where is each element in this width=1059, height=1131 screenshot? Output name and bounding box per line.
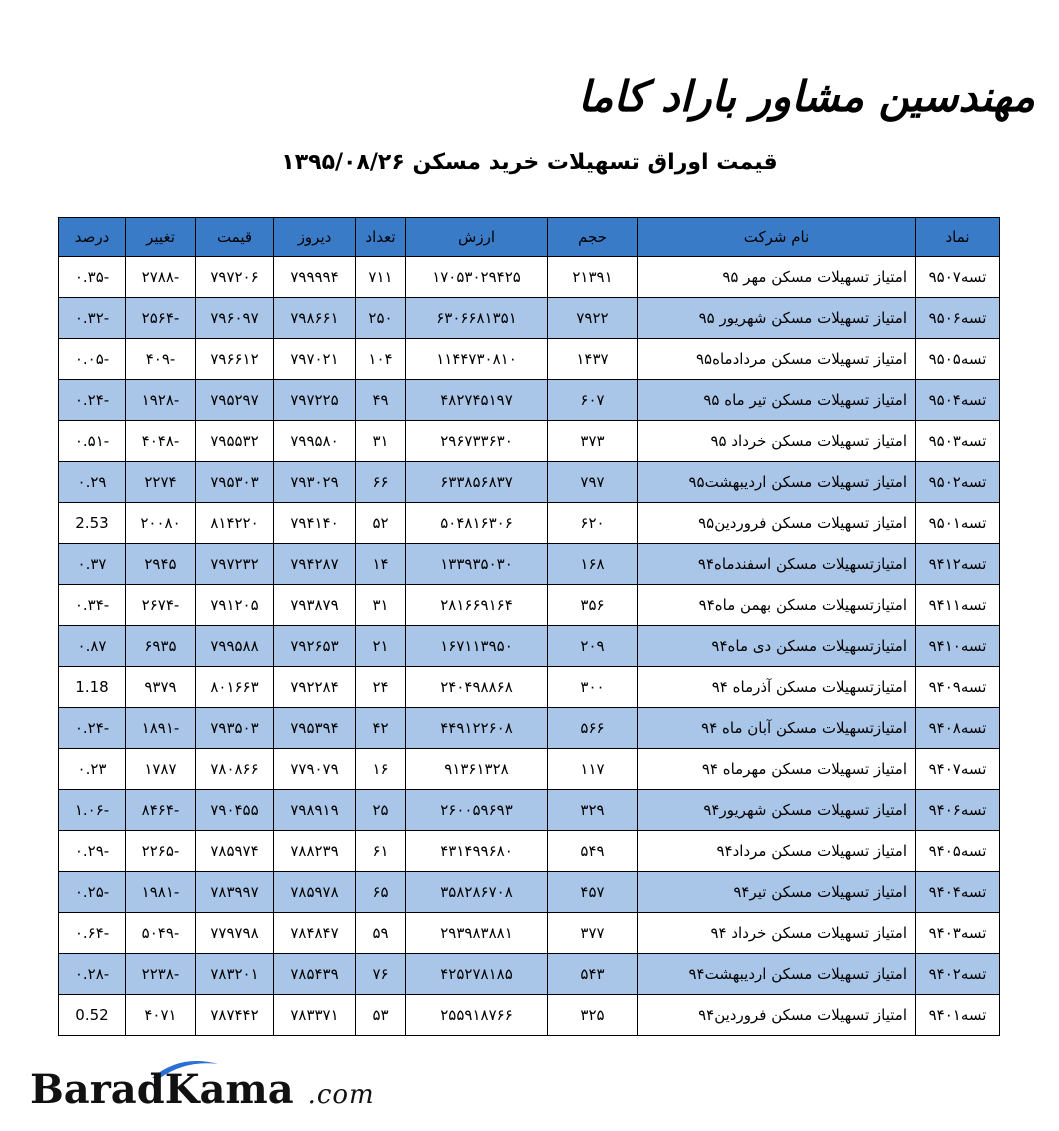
table-cell: ۳۱ bbox=[356, 585, 406, 626]
table-cell: ۷۸۴۸۴۷ bbox=[274, 913, 356, 954]
table-row bbox=[59, 749, 1000, 790]
table-cell: ۴۰۷۱ bbox=[126, 995, 196, 1036]
brand-logo bbox=[30, 1066, 375, 1113]
table-cell: -۵۰۴۹ bbox=[126, 913, 196, 954]
table-cell: ۰.۸۷ bbox=[59, 626, 126, 667]
table-cell: ۷۹۴۱۴۰ bbox=[274, 503, 356, 544]
table-cell: ۲۵۰ bbox=[356, 298, 406, 339]
table-cell: ۴۲۵۲۷۸۱۸۵ bbox=[406, 954, 548, 995]
table-cell: ۷۹۱۲۰۵ bbox=[196, 585, 274, 626]
table-cell: امتیاز تسهیلات مسکن فروردین۹۴ bbox=[638, 995, 916, 1036]
table-cell: ۴۲ bbox=[356, 708, 406, 749]
title-text: قیمت اوراق تسهیلات خرید مسکن ۱۳۹۵/۰۸/۲۶ bbox=[281, 150, 778, 175]
table-cell: ۷۹۳۵۰۳ bbox=[196, 708, 274, 749]
table-cell: ۶۳۰۶۶۸۱۳۵۱ bbox=[406, 298, 548, 339]
table-cell: ۷۹۷۰۲۱ bbox=[274, 339, 356, 380]
table-cell: ۰.۲۳ bbox=[59, 749, 126, 790]
table-cell: تسه۹۵۰۲ bbox=[916, 462, 1000, 503]
table-cell: تسه۹۴۱۰ bbox=[916, 626, 1000, 667]
table-cell: ۹۱۳۶۱۳۲۸ bbox=[406, 749, 548, 790]
table-cell: ۱۰۴ bbox=[356, 339, 406, 380]
table-cell: ۱۴۳۷ bbox=[548, 339, 638, 380]
table-cell: ۲۲۷۴ bbox=[126, 462, 196, 503]
table-cell: ۱۷۸۷ bbox=[126, 749, 196, 790]
column-header: تعداد bbox=[356, 218, 406, 257]
table-cell: ۷۸۷۴۴۲ bbox=[196, 995, 274, 1036]
table-cell: ۲۹۴۵ bbox=[126, 544, 196, 585]
table-cell: ۷۸۳۹۹۷ bbox=[196, 872, 274, 913]
table-cell: تسه۹۵۰۳ bbox=[916, 421, 1000, 462]
table-cell: -۰.۲۵ bbox=[59, 872, 126, 913]
table-cell: -۰.۳۵ bbox=[59, 257, 126, 298]
table-header-row bbox=[59, 218, 1000, 257]
table-row bbox=[59, 257, 1000, 298]
page-title bbox=[0, 150, 1059, 175]
table-cell: -۲۲۳۸ bbox=[126, 954, 196, 995]
table-cell: ۷۹۸۶۶۱ bbox=[274, 298, 356, 339]
table-cell: امتیاز تسهیلات مسکن فروردین۹۵ bbox=[638, 503, 916, 544]
table-cell: -۴۰۹ bbox=[126, 339, 196, 380]
table-cell: ۷۹۷۲۰۶ bbox=[196, 257, 274, 298]
column-header: تغییر bbox=[126, 218, 196, 257]
table-row bbox=[59, 544, 1000, 585]
table-cell: ۳۷۳ bbox=[548, 421, 638, 462]
table-cell: امتیاز تسهیلات مسکن اردیبهشت۹۴ bbox=[638, 954, 916, 995]
table-cell: ۷۹۵۳۹۴ bbox=[274, 708, 356, 749]
table-cell: -۰.۳۴ bbox=[59, 585, 126, 626]
table-cell: ۶۹۳۵ bbox=[126, 626, 196, 667]
table-cell: ۳۷۷ bbox=[548, 913, 638, 954]
table-cell: ۷۹۹۵۸۰ bbox=[274, 421, 356, 462]
table-cell: امتیازتسهیلات مسکن بهمن ماه۹۴ bbox=[638, 585, 916, 626]
table-row bbox=[59, 872, 1000, 913]
column-header: حجم bbox=[548, 218, 638, 257]
table-cell: تسه۹۴۰۲ bbox=[916, 954, 1000, 995]
table-cell: ۴۹ bbox=[356, 380, 406, 421]
table-cell: ۷۹۶۶۱۲ bbox=[196, 339, 274, 380]
table-cell: امتیازتسهیلات مسکن آبان ماه ۹۴ bbox=[638, 708, 916, 749]
table-cell: ۲۱۳۹۱ bbox=[548, 257, 638, 298]
table-cell: ۷۷۹۰۷۹ bbox=[274, 749, 356, 790]
table-cell: -۰.۰۵ bbox=[59, 339, 126, 380]
table-cell: ۷۸۵۹۷۸ bbox=[274, 872, 356, 913]
table-cell: ۸۰۱۶۶۳ bbox=[196, 667, 274, 708]
table-cell: ۵۲ bbox=[356, 503, 406, 544]
table-cell: تسه۹۴۰۶ bbox=[916, 790, 1000, 831]
table-cell: -۰.۲۹ bbox=[59, 831, 126, 872]
table-cell: ۰.۲۹ bbox=[59, 462, 126, 503]
column-header: ارزش bbox=[406, 218, 548, 257]
table-cell: ۱۳۳۹۳۵۰۳۰ bbox=[406, 544, 548, 585]
table-cell: تسه۹۴۱۲ bbox=[916, 544, 1000, 585]
company-name: مهندسین مشاور باراد کاما bbox=[578, 72, 1035, 121]
table-cell: ۵۰۴۸۱۶۳۰۶ bbox=[406, 503, 548, 544]
table-cell: ۱۶ bbox=[356, 749, 406, 790]
table-cell: -۱۹۸۱ bbox=[126, 872, 196, 913]
table-cell: ۶۵ bbox=[356, 872, 406, 913]
table-cell: ۶۲۰ bbox=[548, 503, 638, 544]
table-cell: ۷۸۰۸۶۶ bbox=[196, 749, 274, 790]
table-cell: ۷۹۴۲۸۷ bbox=[274, 544, 356, 585]
table-cell: ۳۲۵ bbox=[548, 995, 638, 1036]
table-cell: ۷۹۳۸۷۹ bbox=[274, 585, 356, 626]
table-cell: ۷۹۶۰۹۷ bbox=[196, 298, 274, 339]
table-cell: ۴۳۱۴۹۹۶۸۰ bbox=[406, 831, 548, 872]
table-cell: ۲۱ bbox=[356, 626, 406, 667]
table-cell: امتیازتسهیلات مسکن دی ماه۹۴ bbox=[638, 626, 916, 667]
table-cell: ۶۱ bbox=[356, 831, 406, 872]
table-cell: امتیاز تسهیلات مسکن اردیبهشت۹۵ bbox=[638, 462, 916, 503]
table-row bbox=[59, 298, 1000, 339]
table-row bbox=[59, 626, 1000, 667]
table-row bbox=[59, 462, 1000, 503]
table-cell: ۲۰۰۸۰ bbox=[126, 503, 196, 544]
table-row bbox=[59, 708, 1000, 749]
table-cell: -۸۴۶۴ bbox=[126, 790, 196, 831]
table-cell: ۷۹۹۵۸۸ bbox=[196, 626, 274, 667]
table-cell: ۷۹۲۶۵۳ bbox=[274, 626, 356, 667]
column-header: قیمت bbox=[196, 218, 274, 257]
table-row bbox=[59, 667, 1000, 708]
table-cell: ۴۴۹۱۲۲۶۰۸ bbox=[406, 708, 548, 749]
table-cell: -۱۸۹۱ bbox=[126, 708, 196, 749]
table-cell: 2.53 bbox=[59, 503, 126, 544]
brand-domain: .com bbox=[307, 1080, 375, 1110]
table-cell: -۰.۵۱ bbox=[59, 421, 126, 462]
column-header: دیروز bbox=[274, 218, 356, 257]
table-cell: -۲۲۶۵ bbox=[126, 831, 196, 872]
table-cell: تسه۹۴۰۹ bbox=[916, 667, 1000, 708]
table-cell: ۵۹ bbox=[356, 913, 406, 954]
table-cell: ۷۹۰۴۵۵ bbox=[196, 790, 274, 831]
table-cell: ۴۸۲۷۴۵۱۹۷ bbox=[406, 380, 548, 421]
table-cell: امتیاز تسهیلات مسکن مهر ۹۵ bbox=[638, 257, 916, 298]
table-cell: ۳۲۹ bbox=[548, 790, 638, 831]
table-cell: تسه۹۵۰۱ bbox=[916, 503, 1000, 544]
table-cell: -۱.۰۶ bbox=[59, 790, 126, 831]
table-cell: ۲۴ bbox=[356, 667, 406, 708]
table-cell: ۳۱ bbox=[356, 421, 406, 462]
table-cell: -۴۰۴۸ bbox=[126, 421, 196, 462]
table-cell: ۳۵۶ bbox=[548, 585, 638, 626]
table-cell: ۷۹۷۲۲۵ bbox=[274, 380, 356, 421]
table-cell: ۷۸۳۲۰۱ bbox=[196, 954, 274, 995]
table-cell: تسه۹۵۰۵ bbox=[916, 339, 1000, 380]
table-cell: -۲۵۶۴ bbox=[126, 298, 196, 339]
table-cell: ۷۹۲۲۸۴ bbox=[274, 667, 356, 708]
table-cell: ۲۰۹ bbox=[548, 626, 638, 667]
table-cell: -۰.۲۴ bbox=[59, 380, 126, 421]
table-cell: ۷۹۵۵۳۲ bbox=[196, 421, 274, 462]
table-cell: امتیاز تسهیلات مسکن تیر ماه ۹۵ bbox=[638, 380, 916, 421]
table-cell: ۷۹۷ bbox=[548, 462, 638, 503]
table-cell: ۴۵۷ bbox=[548, 872, 638, 913]
table-cell: ۱۱۷ bbox=[548, 749, 638, 790]
table-cell: -۱۹۲۸ bbox=[126, 380, 196, 421]
table-cell: امتیازتسهیلات مسکن آذرماه ۹۴ bbox=[638, 667, 916, 708]
table-cell: ۱۷۰۵۳۰۲۹۴۲۵ bbox=[406, 257, 548, 298]
table-row bbox=[59, 913, 1000, 954]
table-cell: ۱۶۸ bbox=[548, 544, 638, 585]
table-cell: -۲۶۷۴ bbox=[126, 585, 196, 626]
table-cell: ۲۵ bbox=[356, 790, 406, 831]
table-cell: ۷۸۳۳۷۱ bbox=[274, 995, 356, 1036]
table-row bbox=[59, 995, 1000, 1036]
table-row bbox=[59, 380, 1000, 421]
table-cell: ۱۴ bbox=[356, 544, 406, 585]
table-cell: ۷۹۵۳۰۳ bbox=[196, 462, 274, 503]
table-cell: ۲۶۰۰۵۹۶۹۳ bbox=[406, 790, 548, 831]
table-cell: ۵۴۹ bbox=[548, 831, 638, 872]
table-cell: ۶۳۳۸۵۶۸۳۷ bbox=[406, 462, 548, 503]
table-cell: ۷۸۵۹۷۴ bbox=[196, 831, 274, 872]
table-cell: ۲۹۶۷۳۳۶۳۰ bbox=[406, 421, 548, 462]
table-cell: ۷۹۷۲۳۲ bbox=[196, 544, 274, 585]
table-cell: ۷۱۱ bbox=[356, 257, 406, 298]
table-row bbox=[59, 954, 1000, 995]
column-header: نام شرکت bbox=[638, 218, 916, 257]
column-header: نماد bbox=[916, 218, 1000, 257]
table-cell: تسه۹۴۰۳ bbox=[916, 913, 1000, 954]
table-cell: ۳۵۸۲۸۶۷۰۸ bbox=[406, 872, 548, 913]
table-cell: امتیاز تسهیلات مسکن شهریور۹۴ bbox=[638, 790, 916, 831]
table-cell: امتیاز تسهیلات مسکن مردادماه۹۵ bbox=[638, 339, 916, 380]
table-cell: امتیاز تسهیلات مسکن شهریور ۹۵ bbox=[638, 298, 916, 339]
table-cell: امتیاز تسهیلات مسکن خرداد ۹۵ bbox=[638, 421, 916, 462]
table-cell: ۷۷۹۷۹۸ bbox=[196, 913, 274, 954]
table-cell: تسه۹۵۰۶ bbox=[916, 298, 1000, 339]
table-cell: تسه۹۵۰۷ bbox=[916, 257, 1000, 298]
table-cell: ۵۶۶ bbox=[548, 708, 638, 749]
table-cell: امتیاز تسهیلات مسکن تیر۹۴ bbox=[638, 872, 916, 913]
table-cell: -۰.۶۴ bbox=[59, 913, 126, 954]
table-cell: تسه۹۴۱۱ bbox=[916, 585, 1000, 626]
table-row bbox=[59, 339, 1000, 380]
table-cell: ۷۸۵۴۳۹ bbox=[274, 954, 356, 995]
table-cell: ۷۶ bbox=[356, 954, 406, 995]
table-row bbox=[59, 421, 1000, 462]
table-cell: امتیاز تسهیلات مسکن خرداد ۹۴ bbox=[638, 913, 916, 954]
price-table bbox=[58, 217, 1000, 1036]
table-cell: ۶۰۷ bbox=[548, 380, 638, 421]
table-row bbox=[59, 503, 1000, 544]
table-cell: ۱۱۴۴۷۳۰۸۱۰ bbox=[406, 339, 548, 380]
table-row bbox=[59, 585, 1000, 626]
table-row bbox=[59, 790, 1000, 831]
table-cell: 0.52 bbox=[59, 995, 126, 1036]
table-cell: ۱۶۷۱۱۳۹۵۰ bbox=[406, 626, 548, 667]
table-cell: 1.18 bbox=[59, 667, 126, 708]
table-cell: -۰.۳۲ bbox=[59, 298, 126, 339]
table-cell: ۵۴۳ bbox=[548, 954, 638, 995]
table-cell: ۲۹۳۹۸۳۸۸۱ bbox=[406, 913, 548, 954]
table-cell: ۰.۳۷ bbox=[59, 544, 126, 585]
table-cell: ۲۴۰۴۹۸۸۶۸ bbox=[406, 667, 548, 708]
column-header: درصد bbox=[59, 218, 126, 257]
table-cell: -۲۷۸۸ bbox=[126, 257, 196, 298]
table-cell: تسه۹۵۰۴ bbox=[916, 380, 1000, 421]
table-cell: ۳۰۰ bbox=[548, 667, 638, 708]
table-cell: ۵۳ bbox=[356, 995, 406, 1036]
brand-name: BaradKama bbox=[30, 1066, 294, 1113]
table-cell: تسه۹۴۰۱ bbox=[916, 995, 1000, 1036]
table-cell: -۰.۲۴ bbox=[59, 708, 126, 749]
table-cell: امتیازتسهیلات مسکن اسفندماه۹۴ bbox=[638, 544, 916, 585]
table-cell: ۷۹۸۹۱۹ bbox=[274, 790, 356, 831]
table-cell: تسه۹۴۰۷ bbox=[916, 749, 1000, 790]
table-cell: ۷۹۳۰۲۹ bbox=[274, 462, 356, 503]
table-cell: ۹۳۷۹ bbox=[126, 667, 196, 708]
table-cell: ۲۵۵۹۱۸۷۶۶ bbox=[406, 995, 548, 1036]
table-cell: تسه۹۴۰۸ bbox=[916, 708, 1000, 749]
table-cell: ۲۸۱۶۶۹۱۶۴ bbox=[406, 585, 548, 626]
table-cell: ۶۶ bbox=[356, 462, 406, 503]
table-body bbox=[59, 257, 1000, 1036]
table-cell: امتیاز تسهیلات مسکن مرداد۹۴ bbox=[638, 831, 916, 872]
table-cell: تسه۹۴۰۵ bbox=[916, 831, 1000, 872]
table-cell: تسه۹۴۰۴ bbox=[916, 872, 1000, 913]
table-cell: امتیاز تسهیلات مسکن مهرماه ۹۴ bbox=[638, 749, 916, 790]
table-cell: ۷۸۸۲۳۹ bbox=[274, 831, 356, 872]
table-cell: ۸۱۴۲۲۰ bbox=[196, 503, 274, 544]
table-row bbox=[59, 831, 1000, 872]
table-cell: ۷۹۵۲۹۷ bbox=[196, 380, 274, 421]
table-cell: ۷۹۹۹۹۴ bbox=[274, 257, 356, 298]
table-cell: -۰.۲۸ bbox=[59, 954, 126, 995]
table-cell: ۷۹۲۲ bbox=[548, 298, 638, 339]
